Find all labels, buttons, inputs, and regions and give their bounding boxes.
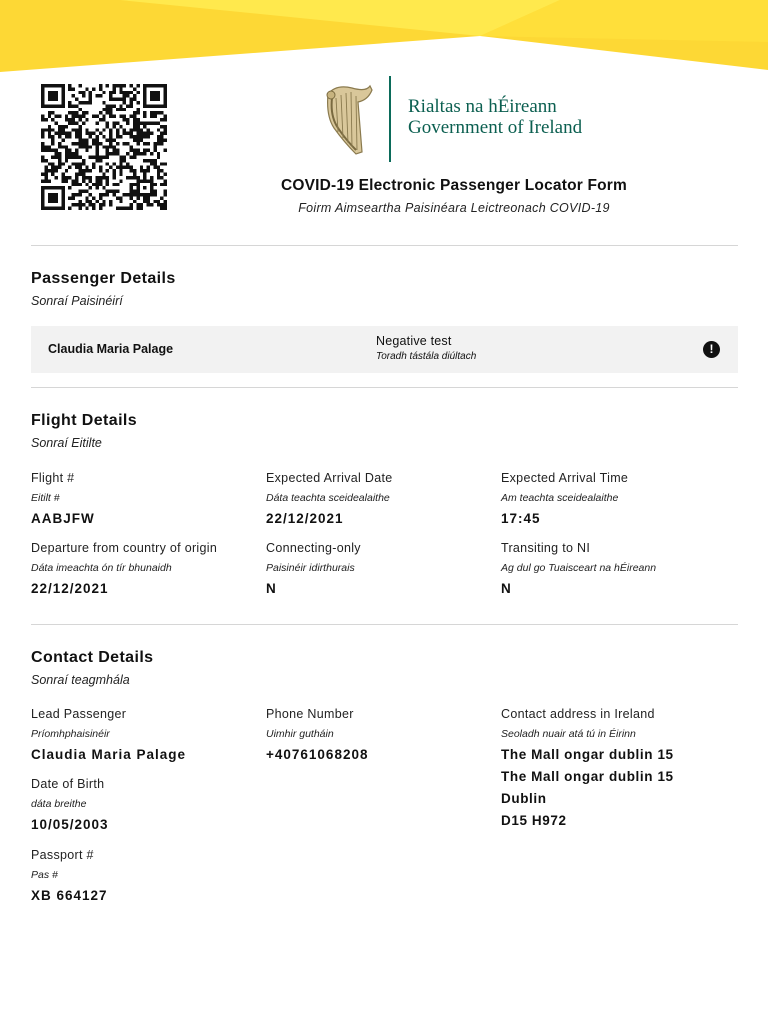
field-value: Claudia Maria Palage	[31, 747, 187, 762]
logo-divider	[389, 76, 391, 162]
passenger-details-subtitle: Sonraí Paisinéirí	[31, 294, 123, 308]
address-line: The Mall ongar dublin 15	[501, 769, 674, 784]
logo-line-english: Government of Ireland	[408, 117, 583, 138]
divider	[31, 624, 738, 625]
address-line: D15 H972	[501, 813, 567, 828]
field-label: Connecting-only	[266, 541, 361, 555]
field-value: +40761068208	[266, 747, 369, 762]
field-label-irish: Paisinéir idirthurais	[266, 562, 355, 574]
field-label: Expected Arrival Time	[501, 471, 629, 485]
logo-line-irish: Rialtas na hÉireann	[408, 96, 557, 117]
passenger-summary-row	[31, 326, 738, 373]
address-line: The Mall ongar dublin 15	[501, 747, 674, 762]
test-status-irish: Toradh tástála diúltach	[376, 351, 477, 362]
field-label-irish: Ag dul go Tuaisceart na hÉireann	[501, 562, 657, 574]
field-label-irish: Am teachta sceidealaithe	[501, 492, 619, 504]
field-value: 22/12/2021	[31, 581, 109, 596]
field-label: Lead Passenger	[31, 707, 127, 721]
logo-text	[408, 96, 582, 138]
field-label: Phone Number	[266, 707, 354, 721]
field-label-irish: Dáta teachta sceidealaithe	[266, 492, 390, 504]
field-label: Flight #	[31, 471, 75, 485]
field-value: 17:45	[501, 511, 541, 526]
field-label: Date of Birth	[31, 777, 105, 791]
field-label: Transiting to NI	[501, 541, 591, 555]
qr-code	[36, 84, 172, 210]
divider	[31, 245, 738, 246]
flight-details-title: Flight Details	[31, 412, 138, 429]
contact-address-field	[501, 706, 731, 832]
contact-details-subtitle: Sonraí teagmhála	[31, 673, 130, 687]
field-label-irish: Seoladh nuair atá tú in Éirinn	[501, 728, 636, 740]
departure-date-field	[31, 540, 261, 597]
contact-details-title: Contact Details	[31, 649, 154, 666]
flight-number-field	[31, 470, 261, 527]
field-label: Expected Arrival Date	[266, 471, 393, 485]
field-value: 10/05/2003	[31, 817, 109, 832]
passport-field	[31, 847, 261, 904]
lead-passenger-field	[31, 706, 261, 763]
field-label-irish: Pas #	[31, 869, 58, 881]
exclamation-icon[interactable]: !	[703, 341, 720, 358]
field-label-irish: dáta breithe	[31, 798, 87, 810]
government-logo	[322, 76, 622, 162]
form-subtitle: Foirm Aimseartha Paisinéara Leictreonach COVID-19	[298, 201, 610, 215]
flight-details-subtitle: Sonraí Eitilte	[31, 436, 102, 450]
passenger-details-title: Passenger Details	[31, 270, 176, 287]
expected-arrival-time-field	[501, 470, 731, 527]
transiting-to-ni-field	[501, 540, 731, 597]
address-line: Dublin	[501, 791, 547, 806]
date-of-birth-field	[31, 776, 261, 833]
field-value: N	[501, 581, 512, 596]
address-lines	[501, 744, 731, 832]
field-value: N	[266, 581, 277, 596]
field-label: Departure from country of origin	[31, 541, 218, 555]
field-value: AABJFW	[31, 511, 95, 526]
field-label: Contact address in Ireland	[501, 707, 655, 721]
passenger-name: Claudia Maria Palage	[48, 342, 174, 356]
field-label-irish: Eitilt #	[31, 492, 60, 504]
header-banner	[0, 0, 768, 80]
connecting-only-field	[266, 540, 496, 597]
test-status: Negative test	[376, 334, 452, 348]
field-label: Passport #	[31, 848, 94, 862]
field-label-irish: Dáta imeachta ón tír bhunaidh	[31, 562, 172, 574]
form-title: COVID-19 Electronic Passenger Locator Form	[280, 177, 628, 194]
expected-arrival-date-field	[266, 470, 496, 527]
divider	[31, 387, 738, 388]
harp-icon	[322, 82, 376, 158]
field-value: XB 664127	[31, 888, 108, 903]
field-value: 22/12/2021	[266, 511, 344, 526]
field-label-irish: Uimhir gutháin	[266, 728, 334, 740]
field-label-irish: Príomhphaisinéir	[31, 728, 110, 740]
phone-number-field	[266, 706, 496, 763]
